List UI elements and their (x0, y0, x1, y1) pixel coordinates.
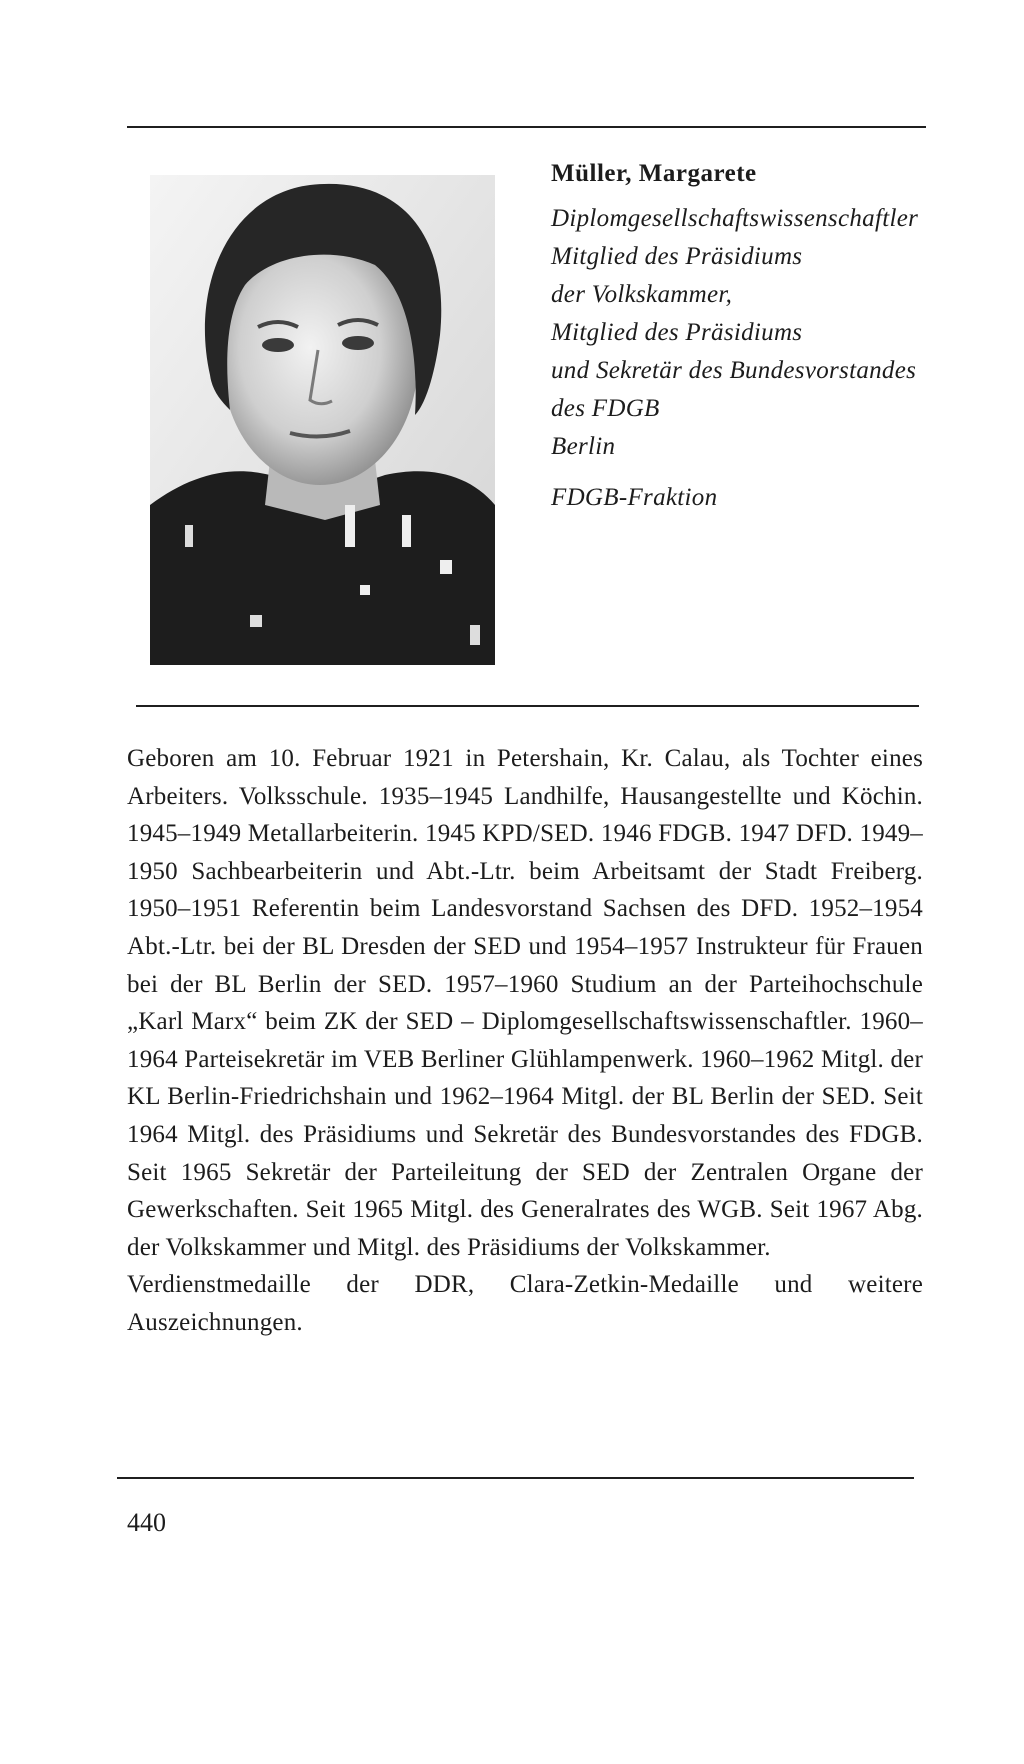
middle-divider (136, 705, 919, 707)
location-line: Berlin (551, 433, 616, 460)
biography (127, 740, 923, 1342)
person-name: Müller, Margarete (551, 160, 757, 187)
person-header (551, 156, 941, 517)
portrait-photo (150, 175, 495, 665)
portrait-image (150, 175, 495, 665)
bottom-divider (117, 1477, 914, 1479)
role-line: der Volkskammer, (551, 281, 733, 308)
page-number: 440 (127, 1508, 166, 1537)
role-line: und Sekretär des Bundesvorstandes (551, 357, 917, 384)
role-line: Mitglied des Präsidiums (551, 319, 803, 346)
biography-text: Geboren am 10. Februar 1921 in Petershain, Kr. Calau, als Tochter eines Arbeiters. Volksschule. 1935–1945 Landhilfe, Hausangestellte und Köchin. 1945–1949 Metallarbeiterin. 1945 KPD/SED. 1946 FDGB. 1947 DFD. 1949–1950 Sachbearbeiterin und Abt.-Ltr. beim Arbeitsamt der Stadt Freiberg. 1950–1951 Referentin beim Landesvorstand Sachsen des DFD. 1952–1954 Abt.-Ltr. bei der BL Dresden der SED und 1954–1957 Instrukteur für Frauen bei der BL Berlin der SED. 1957–1960 Studium an der Parteihochschule „Karl Marx“ beim ZK der SED – Diplomgesellschaftswissenschaftler. 1960–1964 Parteisekretär im VEB Berliner Glühlampenwerk. 1960–1962 Mitgl. der KL Berlin-Friedrichshain und 1962–1964 Mitgl. der BL Berlin der SED. Seit 1964 Mitgl. des Präsidiums und Sekretär des Bundesvorstandes des FDGB. Seit 1965 Sekretär der Parteileitung der SED der Zentralen Organe der Gewerkschaften. Seit 1965 Mitgl. des Generalrates des WGB. Seit 1967 Abg. der Volkskammer und Mitgl. des Präsidiums der Volkskammer. (127, 745, 923, 1261)
faction-line: FDGB-Fraktion (551, 484, 718, 511)
role-line: des FDGB (551, 395, 660, 422)
top-divider (127, 126, 926, 128)
role-line: Diplomgesellschaftswissenschaftler (551, 205, 919, 232)
role-line: Mitglied des Präsidiums (551, 243, 803, 270)
awards-text: Verdienstmedaille der DDR, Clara-Zetkin-Medaille und weitere Auszeichnungen. (127, 1271, 923, 1336)
